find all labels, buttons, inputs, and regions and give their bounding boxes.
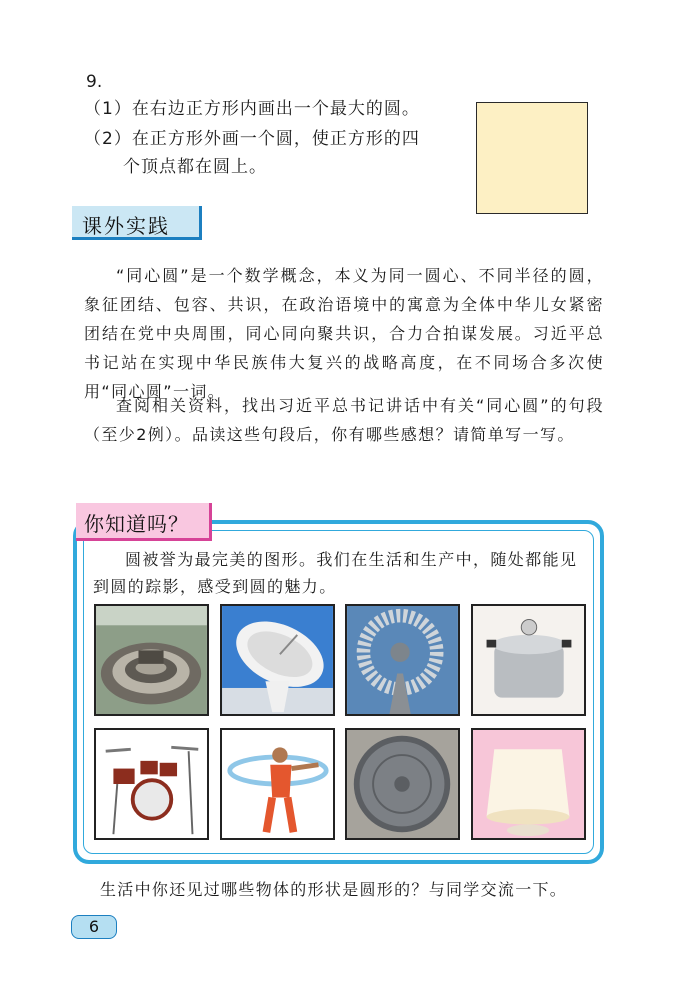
pressure-cooker-icon	[471, 604, 586, 716]
did-you-know-title-text: 你知道吗？	[84, 512, 189, 536]
did-you-know-title	[76, 503, 212, 541]
drum-kit-icon	[94, 728, 209, 840]
tulou-icon	[94, 604, 209, 716]
exercise-item-2-line-1: （2）在正方形外画一个圆，使正方形的四	[84, 129, 420, 149]
satellite-dish-icon	[220, 604, 335, 716]
practice-paragraph-2: 查阅相关资料，找出习近平总书记讲话中有关“同心圆”的句段（至少2例）。品读这些句段后，你有哪些感想？请简单写一写。	[84, 396, 604, 444]
drawing-square	[476, 102, 588, 214]
exercise-item-1: （1）在右边正方形内画出一个最大的圆。	[84, 99, 420, 119]
exercise-number: 9.	[86, 72, 103, 92]
bottom-question: 生活中你还见过哪些物体的形状是圆形的？与同学交流一下。	[100, 880, 568, 899]
windmill-icon	[345, 604, 460, 716]
section-title-practice	[72, 206, 202, 240]
manhole-cover-icon	[345, 728, 460, 840]
hammer-thrower-icon	[220, 728, 335, 840]
practice-paragraph-1: “同心圆”是一个数学概念，本义为同一圆心、不同半径的圆，象征团结、包容、共识，在政治语境中的寓意为全体中华儿女紧密团结在党中央周围，同心同向聚共识，合力合拍谋发展。习近平总书记站在实现中华民族伟大复兴的战略高度，在不同场合多次使用“同心圆”一词。	[84, 266, 604, 401]
exercise-item-2-line-2: 个顶点都在圆上。	[123, 157, 267, 177]
lamp-shade-icon	[471, 728, 586, 840]
page-number: 6	[71, 915, 117, 939]
section-title-text: 课外实践	[82, 214, 170, 238]
did-you-know-text: 圆被誉为最完美的图形。我们在生活和生产中，随处都能见到圆的踪影，感受到圆的魅力。	[93, 550, 578, 596]
